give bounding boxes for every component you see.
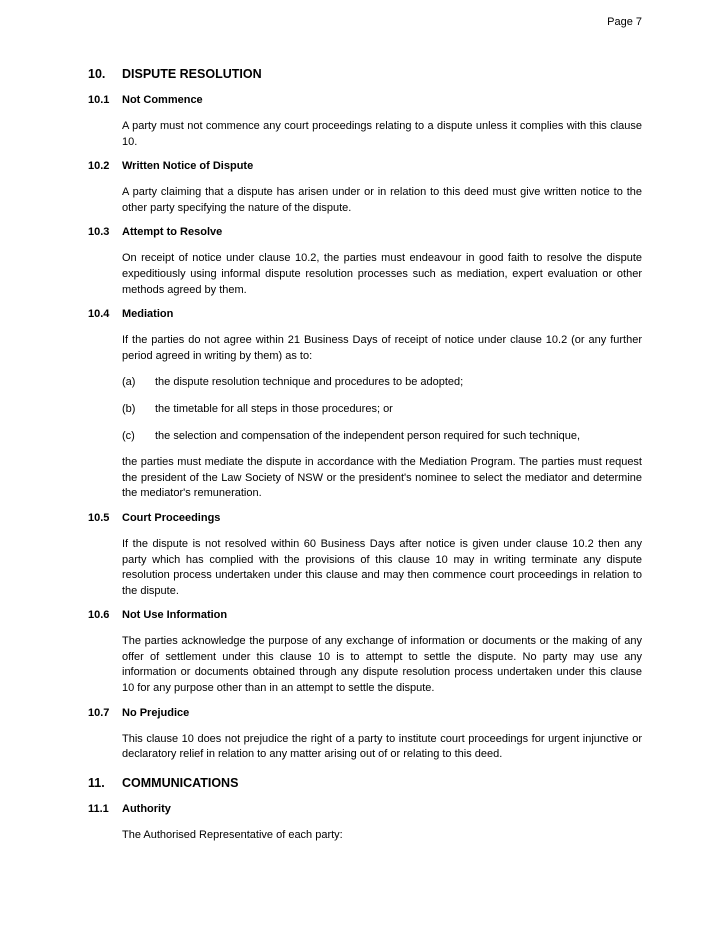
clause-text-10-6: The parties acknowledge the purpose of any exchange of information or documents or the making of any offer of settlement under this clause 10 is to attempt to settle the dispute. No party may use any information or documents obtained through any dispute resolution process undertaken under this clause 10 for any purpose other than in an attempt to settle the dispute. (122, 635, 642, 695)
clause-heading-11-1 (88, 802, 642, 816)
clause-number: 10.1 (88, 94, 110, 106)
clause-number: 10.7 (88, 706, 110, 719)
clause-heading-10-6 (88, 608, 642, 622)
clause-title: Written Notice of Dispute (122, 160, 254, 173)
clause-heading-10-7 (88, 706, 642, 720)
list-item-text: the selection and compensation of the independent person required for such technique, (155, 429, 581, 442)
list-item-label: (c) (122, 429, 135, 442)
clause-number: 10.4 (88, 308, 110, 321)
section-heading-11 (88, 775, 642, 791)
section-number: 10. (88, 67, 106, 81)
list-item-label: (a) (122, 376, 136, 389)
clause-title: Not Use Information (122, 609, 228, 622)
clause-text-10-4: If the parties do not agree within 21 Business Days of receipt of notice under clause 10.2 (or any further period agreed in writing by them) as to: (122, 334, 642, 362)
clause-number: 10.6 (88, 609, 110, 622)
section-title: DISPUTE RESOLUTION (122, 67, 262, 81)
section-heading-10 (88, 66, 642, 82)
section-title: COMMUNICATIONS (122, 775, 239, 790)
clause-text-10-2: A party claiming that a dispute has arisen under or in relation to this deed must give written notice to the other party specifying the nature of the dispute. (122, 186, 642, 214)
clause-title: Mediation (122, 308, 174, 321)
clause-heading-10-3 (88, 225, 642, 239)
list-item (122, 429, 642, 445)
clause-text-10-3: On receipt of notice under clause 10.2, the parties must endeavour in good faith to resolve the dispute expeditiously using informal dispute resolution processes such as mediation, expert evaluation or other methods agreed by them. (122, 252, 642, 296)
clause-text-10-4-continued: the parties must mediate the dispute in accordance with the Mediation Program. The parties must request the president of the Law Society of NSW or the president's nominee to select the mediator and determine the mediator's remuneration. (122, 456, 642, 500)
clause-heading-10-1 (88, 93, 642, 107)
clause-text-10-7: This clause 10 does not prejudice the right of a party to institute court proceedings for urgent injunctive or declaratory relief in relation to any matter arising out of or relating to this deed. (122, 732, 642, 761)
clause-title: Attempt to Resolve (122, 226, 223, 239)
clause-number: 10.5 (88, 511, 110, 524)
clause-text-11-1: The Authorised Representative of each party: (122, 828, 343, 841)
clause-number: 10.2 (88, 160, 110, 173)
clause-title: No Prejudice (122, 706, 190, 719)
list-item-text: the dispute resolution technique and procedures to be adopted; (155, 376, 464, 389)
list-item-label: (b) (122, 402, 136, 415)
clause-text-10-1: A party must not commence any court proceedings relating to a dispute unless it complies with this clause 10. (122, 120, 642, 148)
clause-title: Authority (122, 802, 171, 815)
list-item-text: the timetable for all steps in those procedures; or (155, 402, 393, 415)
clause-number: 11.1 (88, 802, 109, 815)
document-body (88, 66, 642, 843)
page-number: Page 7 (607, 16, 642, 28)
clause-title: Not Commence (122, 94, 203, 106)
clause-title: Court Proceedings (122, 511, 221, 524)
clause-heading-10-5 (88, 511, 642, 525)
clause-heading-10-4 (88, 307, 642, 321)
section-number: 11. (88, 775, 105, 790)
clause-heading-10-2 (88, 159, 642, 173)
list-item (122, 375, 642, 391)
clause-number: 10.3 (88, 226, 110, 239)
list-item (122, 402, 642, 418)
clause-text-10-5: If the dispute is not resolved within 60 Business Days after notice is given under clause 10.2 then any party which has complied with the provisions of this clause 10 may in writing terminate any dispute resolution process undertaken under this clause and may then commence court proceedings in relation to the dispute. (122, 537, 642, 597)
